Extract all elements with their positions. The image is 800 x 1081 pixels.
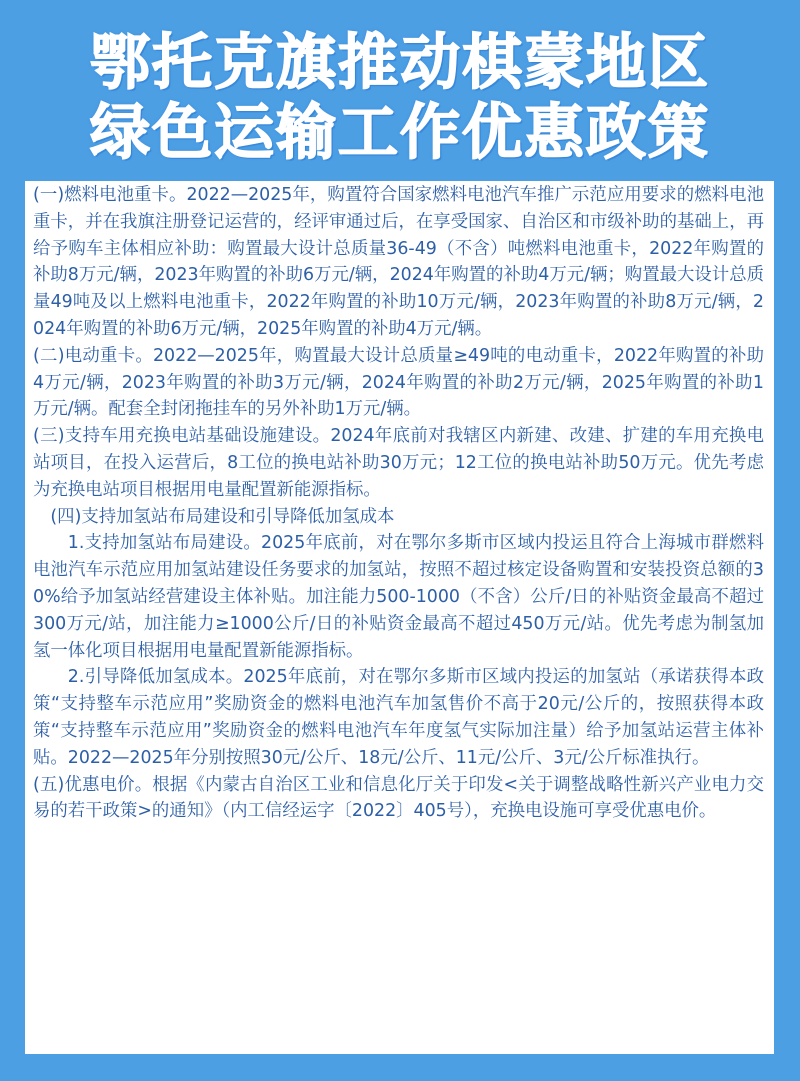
policy-item-electricity-price: (五)优惠电价。根据《内蒙古自治区工业和信息化厅关于印发<关于调整战略性新兴产业电力交易的若干政策>的通知》（内工信经运字〔2022〕405号），充换电设施可享受优惠电价。 <box>33 774 764 822</box>
page-title <box>0 28 800 168</box>
policy-item-fuel-cell-trucks: (一)燃料电池重卡。2022—2025年，购置符合国家燃料电池汽车推广示范应用要求的燃料电池重卡，并在我旗注册登记运营的，经评审通过后，在享受国家、自治区和市级补助的基础上，再给予购车主体相应补助：购置最大设计总质量36-49（不含）吨燃料电池重卡，2022年购置的补助8万元/辆，2023年购置的补助6万元/辆，2024年购置的补助4万元/辆；购置最大设计总质量49吨及以上燃料电池重卡，2022年购置的补助10万元/辆，2023年购置的补助8万元/辆，2024年购置的补助6万元/辆，2025年购置的补助4万元/辆。 <box>33 185 764 339</box>
policy-item-electric-trucks: (二)电动重卡。2022—2025年，购置最大设计总质量≥49吨的电动重卡，2022年购置的补助4万元/辆，2023年购置的补助3万元/辆，2024年购置的补助2万元/辆，2025年购置的补助1万元/辆。配套全封闭拖挂车的另外补助1万元/辆。 <box>33 345 764 420</box>
policy-subitem-hydrogen-cost-reduction: 2.引导降低加氢成本。2025年底前，对在鄂尔多斯市区域内投运的加氢站（承诺获得本政策“支持整车示范应用”奖励资金的燃料电池汽车加氢售价不高于20元/公斤的，按照获得本政策“支持整车示范应用”奖励资金的燃料电池汽车年度氢气实际加注量）给予加氢站运营主体补贴。2022—2025年分别按照30元/公斤、18元/公斤、11元/公斤、3元/公斤标准执行。 <box>33 667 764 768</box>
policy-subitem-hydrogen-station-construction: 1.支持加氢站布局建设。2025年底前，对在鄂尔多斯市区域内投运且符合上海城市群燃料电池汽车示范应用加氢站建设任务要求的加氢站，按照不超过核定设备购置和安装投资总额的30%给予加氢站经营建设主体补贴。加注能力500-1000（不含）公斤/日的补贴资金最高不超过300万元/站，加注能力≥1000公斤/日的补贴资金最高不超过450万元/站。优先考虑为制氢加氢一体化项目根据用电量配置新能源指标。 <box>33 533 764 661</box>
policy-item-charging-stations: (三)支持车用充换电站基础设施建设。2024年底前对我辖区内新建、改建、扩建的车用充换电站项目，在投入运营后，8工位的换电站补助30万元；12工位的换电站补助50万元。优先考虑为充换电站项目根据用电量配置新能源指标。 <box>33 426 764 500</box>
title-line-2: 绿色运输工作优惠政策 <box>90 98 710 168</box>
policy-item-hydrogen-heading: (四)支持加氢站布局建设和引导降低加氢成本 <box>50 506 395 527</box>
title-line-1: 鄂托克旗推动棋蒙地区 <box>90 28 710 98</box>
policy-text-panel <box>25 181 774 1054</box>
